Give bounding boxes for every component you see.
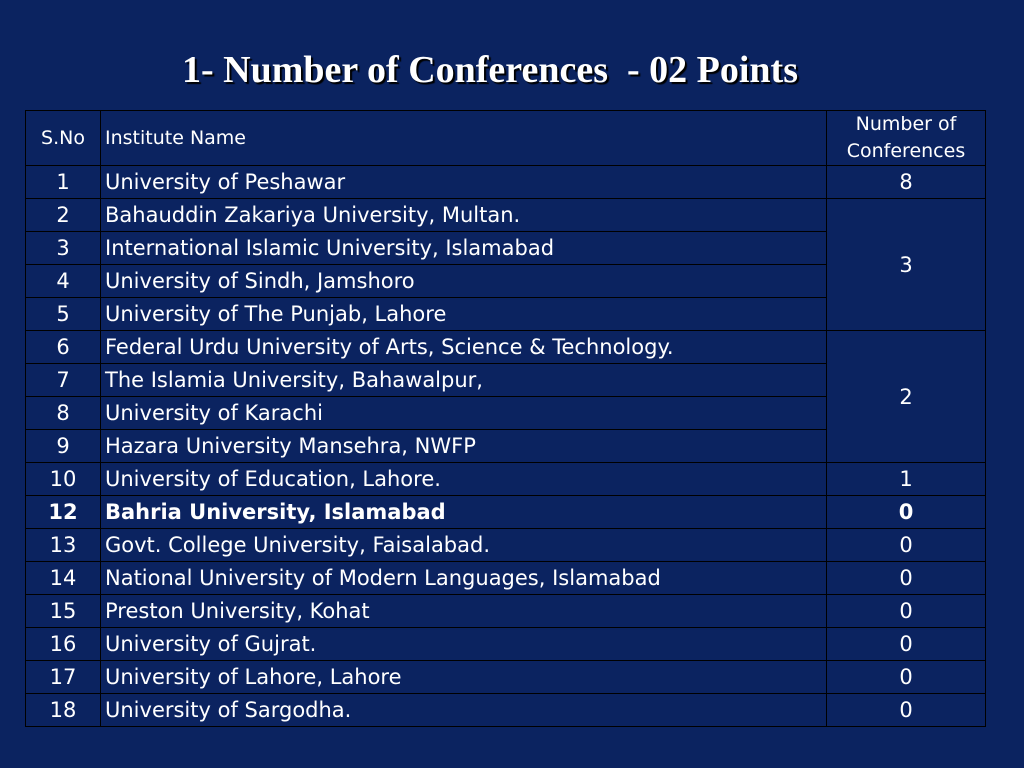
header-number-of-conferences: Number of Conferences: [827, 111, 986, 166]
cell-institute-name: University of Gujrat.: [101, 628, 827, 661]
cell-number-of-conferences: 0: [827, 562, 986, 595]
cell-institute-name: Govt. College University, Faisalabad.: [101, 529, 827, 562]
cell-sno: 14: [26, 562, 101, 595]
table-row: [26, 463, 986, 496]
cell-sno: 9: [26, 430, 101, 463]
cell-sno: 8: [26, 397, 101, 430]
cell-number-of-conferences: 0: [827, 496, 986, 529]
table-row: [26, 331, 986, 364]
cell-institute-name: University of Sargodha.: [101, 694, 827, 727]
cell-sno: 16: [26, 628, 101, 661]
table-row: [26, 595, 986, 628]
cell-number-of-conferences: 2: [827, 331, 986, 463]
cell-number-of-conferences: 3: [827, 199, 986, 331]
table-row: [26, 496, 986, 529]
cell-institute-name: University of Lahore, Lahore: [101, 661, 827, 694]
cell-sno: 17: [26, 661, 101, 694]
cell-institute-name: Bahauddin Zakariya University, Multan.: [101, 199, 827, 232]
conferences-table: [25, 110, 986, 727]
header-sno: S.No: [26, 111, 101, 166]
cell-sno: 7: [26, 364, 101, 397]
table-row: [26, 628, 986, 661]
table-header-row: [26, 111, 986, 166]
table-row: [26, 166, 986, 199]
cell-number-of-conferences: 1: [827, 463, 986, 496]
cell-number-of-conferences: 0: [827, 628, 986, 661]
cell-sno: 10: [26, 463, 101, 496]
cell-sno: 4: [26, 265, 101, 298]
cell-number-of-conferences: 0: [827, 694, 986, 727]
cell-institute-name: University of The Punjab, Lahore: [101, 298, 827, 331]
cell-sno: 2: [26, 199, 101, 232]
table-row: [26, 529, 986, 562]
cell-institute-name: Bahria University, Islamabad: [101, 496, 827, 529]
table-row: [26, 199, 986, 232]
cell-institute-name: Federal Urdu University of Arts, Science & Technology.: [101, 331, 827, 364]
cell-institute-name: The Islamia University, Bahawalpur,: [101, 364, 827, 397]
table-row: [26, 694, 986, 727]
cell-sno: 1: [26, 166, 101, 199]
cell-institute-name: University of Peshawar: [101, 166, 827, 199]
cell-sno: 13: [26, 529, 101, 562]
cell-sno: 15: [26, 595, 101, 628]
table-body: [26, 166, 986, 727]
cell-sno: 18: [26, 694, 101, 727]
cell-institute-name: International Islamic University, Islamabad: [101, 232, 827, 265]
cell-number-of-conferences: 0: [827, 529, 986, 562]
cell-institute-name: University of Sindh, Jamshoro: [101, 265, 827, 298]
cell-institute-name: Hazara University Mansehra, NWFP: [101, 430, 827, 463]
cell-sno: 12: [26, 496, 101, 529]
cell-number-of-conferences: 0: [827, 595, 986, 628]
cell-sno: 6: [26, 331, 101, 364]
cell-institute-name: Preston University, Kohat: [101, 595, 827, 628]
cell-institute-name: University of Education, Lahore.: [101, 463, 827, 496]
header-institute-name: Institute Name: [101, 111, 827, 166]
cell-sno: 5: [26, 298, 101, 331]
cell-number-of-conferences: 8: [827, 166, 986, 199]
cell-number-of-conferences: 0: [827, 661, 986, 694]
table-row: [26, 661, 986, 694]
cell-institute-name: National University of Modern Languages, Islamabad: [101, 562, 827, 595]
table-row: [26, 562, 986, 595]
cell-sno: 3: [26, 232, 101, 265]
cell-institute-name: University of Karachi: [101, 397, 827, 430]
slide-title: 1- Number of Conferences - 02 Points: [181, 49, 798, 91]
